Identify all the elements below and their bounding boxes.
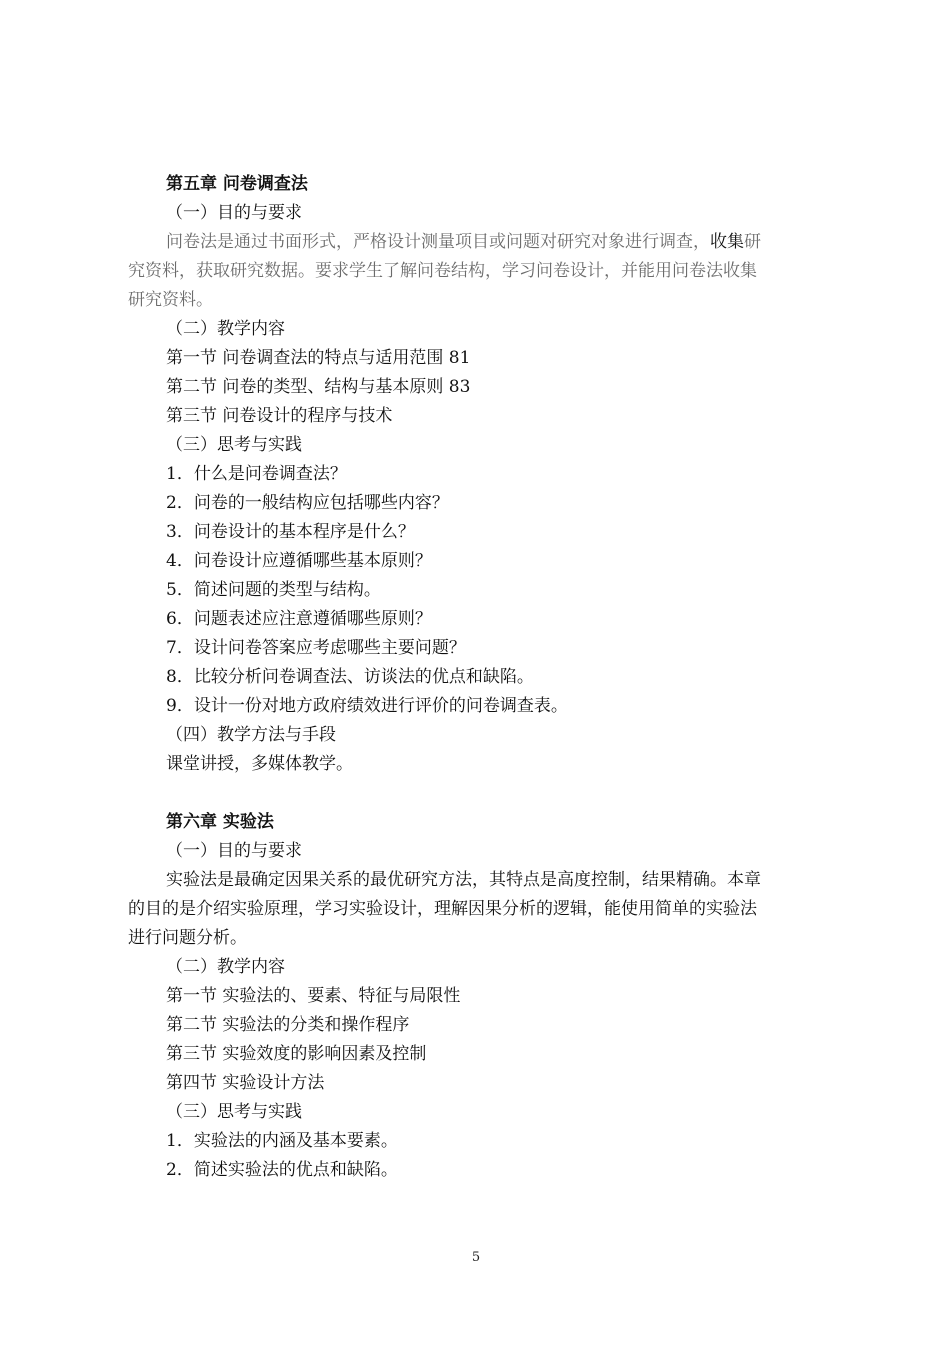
chapter5-aims-line1-b: 收集 xyxy=(710,232,744,252)
chapter5-question-5: 5．简述问题的类型与结构。 xyxy=(166,580,381,600)
chapter6-question-2: 2．简述实验法的优点和缺陷。 xyxy=(166,1160,398,1180)
chapter6-question-1: 1．实验法的内涵及基本要素。 xyxy=(166,1131,398,1151)
chapter5-methods-text: 课堂讲授，多媒体教学。 xyxy=(166,754,353,774)
chapter5-question-8: 8．比较分析问卷调查法、访谈法的优点和缺陷。 xyxy=(166,667,534,687)
page-content xyxy=(128,170,834,1185)
chapter5-section-1: 第一节 问卷调查法的特点与适用范围 81 xyxy=(166,348,471,368)
chapter5-section-2: 第二节 问卷的类型、结构与基本原则 83 xyxy=(166,377,471,397)
chapter5-question-6: 6．问题表述应注意遵循哪些原则？ xyxy=(166,609,432,629)
chapter6-section-1: 第一节 实验法的、要素、特征与局限性 xyxy=(166,986,461,1006)
chapter6-title: 第六章 实验法 xyxy=(166,812,274,832)
chapter5-aims-line1-c: 研 xyxy=(744,232,761,252)
chapter-spacer xyxy=(128,779,834,808)
chapter5-content-heading: （二）教学内容 xyxy=(166,319,285,339)
chapter5-question-4: 4．问卷设计应遵循哪些基本原则？ xyxy=(166,551,432,571)
chapter5-question-2: 2．问卷的一般结构应包括哪些内容？ xyxy=(166,493,449,513)
chapter6-aims-heading: （一）目的与要求 xyxy=(166,841,302,861)
chapter5-question-3: 3．问卷设计的基本程序是什么？ xyxy=(166,522,415,542)
chapter5-question-9: 9．设计一份对地方政府绩效进行评价的问卷调查表。 xyxy=(166,696,568,716)
chapter6-practice-heading: （三）思考与实践 xyxy=(166,1102,302,1122)
chapter5-aims-line2: 究资料，获取研究数据。要求学生了解问卷结构，学习问卷设计，并能用问卷法收集 xyxy=(128,261,757,281)
chapter5-practice-heading: （三）思考与实践 xyxy=(166,435,302,455)
page-number: 5 xyxy=(471,1250,481,1265)
chapter6-aims-line2: 的目的是介绍实验原理，学习实验设计，理解因果分析的逻辑，能使用简单的实验法 xyxy=(128,899,757,919)
chapter6-section-4: 第四节 实验设计方法 xyxy=(166,1073,325,1093)
chapter5-aims-line3: 研究资料。 xyxy=(128,290,213,310)
chapter6-section-3: 第三节 实验效度的影响因素及控制 xyxy=(166,1044,427,1064)
chapter5-methods-heading: （四）教学方法与手段 xyxy=(166,725,336,745)
chapter6-aims-line1: 实验法是最确定因果关系的最优研究方法，其特点是高度控制，结果精确。本章 xyxy=(166,870,761,890)
chapter5-section-3: 第三节 问卷设计的程序与技术 xyxy=(166,406,393,426)
chapter6-section-2: 第二节 实验法的分类和操作程序 xyxy=(166,1015,410,1035)
chapter5-aims-heading: （一）目的与要求 xyxy=(166,203,302,223)
chapter5-question-1: 1．什么是问卷调查法？ xyxy=(166,464,347,484)
chapter5-aims-line1-a: 问卷法是通过书面形式，严格设计测量项目或问题对研究对象进行调查， xyxy=(166,232,710,252)
chapter6-aims-line3: 进行问题分析。 xyxy=(128,928,247,948)
chapter5-title: 第五章 问卷调查法 xyxy=(166,174,308,194)
chapter5-aims-line1 xyxy=(128,228,834,257)
chapter5-question-7: 7．设计问卷答案应考虑哪些主要问题？ xyxy=(166,638,466,658)
chapter6-content-heading: （二）教学内容 xyxy=(166,957,285,977)
